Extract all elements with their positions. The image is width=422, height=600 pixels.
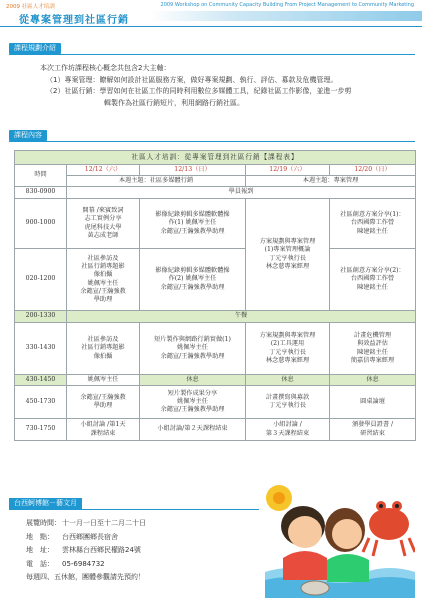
cell-d2: 小組討論/第２天課程結束 [140,419,246,441]
venue-section-label: 台西蚵博館－藝文月 [9,498,82,509]
cell-d3: 小組討論 / 第３天課程結束 [246,419,330,441]
venue-row-address [26,544,256,558]
slot-row-lunch [15,311,416,323]
cell-d3: 休息 [246,375,330,386]
crab-legs [363,538,415,556]
cell-d1: 小組討論 /第1天 課程結束 [67,419,140,441]
venue-note: 每週四、五休館，團體參觀請先預約！ [26,573,145,581]
venue-section-rule [9,509,259,510]
slot-row-afternoon-2 [15,386,416,419]
venue-key: 電 話： [26,559,54,568]
boy-face [288,516,322,548]
slot-row-morning-1 [15,199,416,249]
flower-center [273,492,285,504]
intro-section-label: 課程規劃介紹 [9,43,61,54]
girl-face [332,519,362,549]
crab-icon [369,508,409,540]
schedule-title: 社區人才培訓：從專案管理到社區行銷【課程表】 [15,151,416,165]
slot-checkin: 學員報到 [67,187,416,199]
date-3: 12/19（六） [246,165,330,176]
schedule-title-row [15,151,416,165]
crab-pupil-left [379,504,383,508]
slot-time: 430-1450 [15,375,67,386]
cell-d2: 短片製作與網路行銷實做(1) 姚佩岑主任 余懿宣/王瀚強教學助理 [140,323,246,375]
slot-row-break [15,375,416,386]
intro-line-3: （2）社區行銷：學習如何在社區工作的同時利用數位多媒體工具，紀錄社區工作影像，並進一步剪 [46,87,352,95]
venue-key: 展覽時間： [26,519,61,527]
intro-line-2: （1）專案管理：瞭解如何設計社區服務方案，做好專案規劃、執行、評估、募款及危機管理。 [46,75,338,84]
venue-row-place [26,531,256,545]
intro-line-1: 本次工作坊課程核心概念共包含2大主軸： [40,64,171,72]
date-2: 12/13（日） [140,165,246,176]
crab-pupil-right [395,504,399,508]
date-1: 12/12（六） [67,165,140,176]
cell-d3: 方案規劃與專案管理 (2)工具運用 丁元亨執行長 林念慈專案經理 [246,323,330,375]
venue-value: 雲林縣台西鄉民權路24號 [62,546,141,554]
cell-d2: 休息 [140,375,246,386]
theme-week-2: 本週主題：專案管理 [246,176,416,187]
header-brand [6,2,156,27]
schedule-date-row [15,165,416,176]
schedule-section-rule [9,141,415,142]
cell-d4: 圓桌論壇 [330,386,416,419]
venue-key: 地 點： [26,532,54,541]
cell-d2: 影像紀錄剪輯多媒體軟體操 作(2) 姚佩岑主任 余懿宣/王瀚強教學助理 [140,249,246,311]
slot-row-checkin [15,187,416,199]
page-header [0,0,422,27]
cell-d4: 頒發學員證書 / 研習結束 [330,419,416,441]
cell-d3: 計畫撰寫與募款 丁元亨執行長 [246,386,330,419]
slot-time: 330-1430 [15,323,67,375]
oyster-icon [301,581,329,595]
intro-text [40,63,415,109]
schedule-theme-row [15,176,416,187]
cell-d2: 影像紀錄剪輯多媒體軟體操 作(1) 姚佩岑主任 余懿宣/王瀚強教學助理 [140,199,246,249]
slot-time: 450-1730 [15,386,67,419]
header-title: 從專案管理到社區行銷 [19,15,129,26]
slot-row-morning-2 [15,249,416,311]
slot-lunch: 午餐 [67,311,416,323]
venue-info [26,517,256,585]
date-4: 12/20（日） [330,165,416,176]
slot-time: 900-1000 [15,199,67,249]
slot-time: 020-1200 [15,249,67,311]
venue-value: 05-6984732 [62,559,105,568]
slot-time: 200-1330 [15,311,67,323]
schedule-section-label: 課程內容 [9,130,47,141]
header-rule [0,26,422,27]
venue-key: 地 址： [26,546,54,554]
cell-d1: 社區參訪及 社區行銷專題影 像拍攝 姚佩岑主任 余懿宣/王瀚強教 學助理 [67,249,140,311]
cell-d2: 短片製作成果分享 姚佩岑主任 余懿宣/王瀚強教學助理 [140,386,246,419]
theme-week-1: 本週主題：社區多媒體行銷 [67,176,246,187]
venue-value: 台西鄉團鄉長宿舍 [62,532,118,541]
cell-d4: 計畫危機管理 與效益評估 陳建銘主任 簡嘉信專案經理 [330,323,416,375]
cell-d1: 余懿宣/王瀚強教 學助理 [67,386,140,419]
venue-value: 十一月一日至十二月二十日 [62,519,146,527]
header-year-tag: 2009 社區人才培訓 [6,4,55,10]
schedule-table [14,150,416,441]
cell-d4: 休息 [330,375,416,386]
girl-dress [327,554,369,582]
slot-time: 730-1750 [15,419,67,441]
boy-shirt [283,551,327,580]
mascot-illustration [265,468,415,598]
cell-d1: 姚佩岑主任 [67,375,140,386]
intro-section-rule [9,54,415,55]
header-gradient-band [150,11,422,21]
slot-time: 830-0900 [15,187,67,199]
venue-row-phone [26,558,256,572]
time-header: 時間 [15,165,67,187]
slot-row-afternoon-1 [15,323,416,375]
cell-d4: 社區創意方案分享(2)： 台西國際工作營 陳建銘主任 [330,249,416,311]
venue-row-dates [26,517,256,531]
cell-d1: 開幕 /來賓致詞 志工實例分享 虎尾科技大學 黃志成老師 [67,199,140,249]
intro-line-4: 輯製作為社區行銷短片，利用網路行銷社區。 [104,98,244,107]
cell-d3: 方案規劃與專案管理 (1)專案管理概論 丁元亨執行長 林念慈專案經理 [246,199,330,311]
cell-d4: 社區創意方案分享(1)： 台西國際工作營 陳建銘主任 [330,199,416,249]
cell-d1: 社區參訪及 社區行銷專題影 像拍攝 [67,323,140,375]
slot-row-closing [15,419,416,441]
header-english-title: 2009 Workshop on Community Capacity Building From Project Management to Community Marketing [160,2,414,8]
